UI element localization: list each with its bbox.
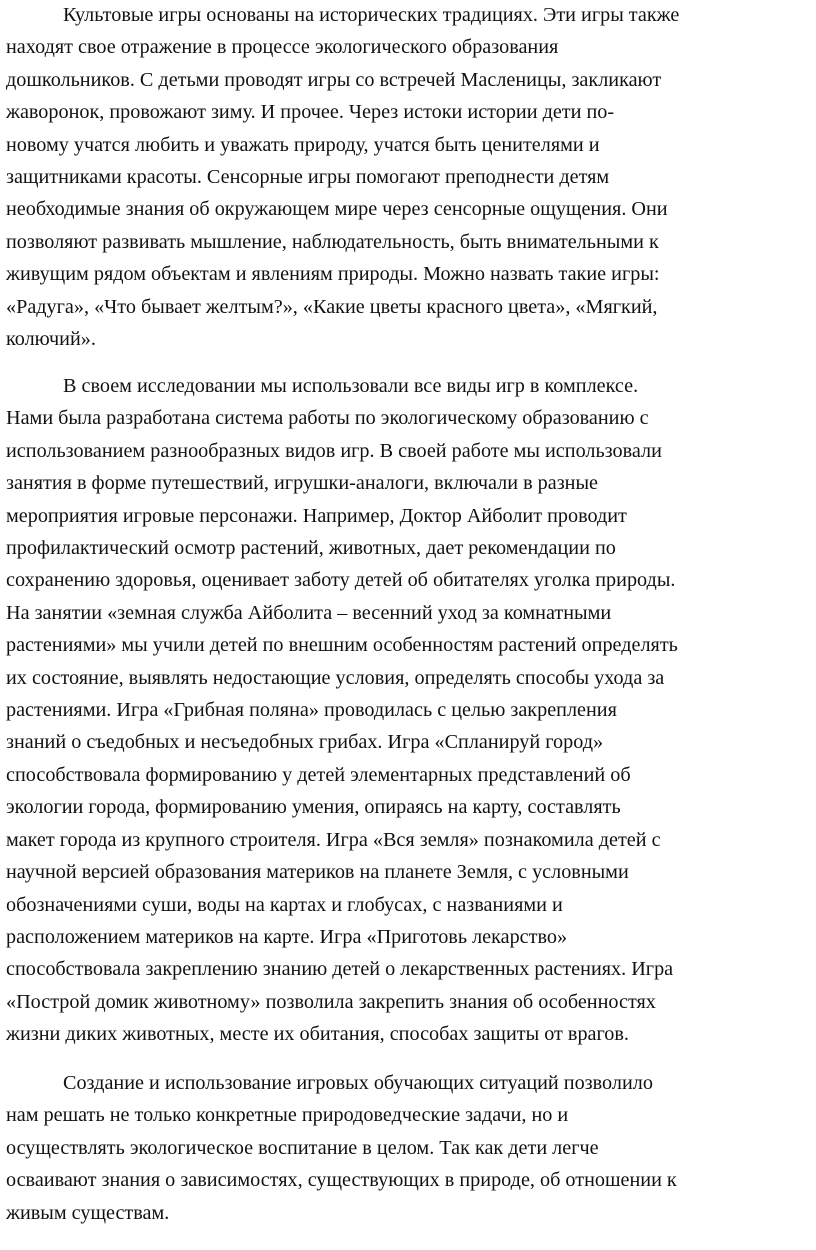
text-line: сохранению здоровья, оценивает заботу детей об обитателях уголка природы. [6,569,676,592]
text-line: «Построй домик животному» позволила закрепить знания об особенностях [6,990,656,1013]
text-line: способствовала закреплению знанию детей о лекарственных растениях. Игра [6,958,674,981]
text-line: их состояние, выявлять недостающие условия, определять способы ухода за [6,666,665,689]
text-line: дошкольников. С детьми проводят игры со встречей Масленицы, закликают [6,68,662,91]
text-line: защитниками красоты. Сенсорные игры помогают преподнести детям [6,166,610,189]
text-line: «Радуга», «Что бывает желтым?», «Какие цветы красного цвета», «Мягкий, [6,295,658,318]
paragraph-cult-games [6,0,679,355]
text-line: Культовые игры основаны на исторических традициях. Эти игры также [63,4,680,26]
text-line: жаворонок, провожают зиму. И прочее. Через истоки истории дети по- [6,101,615,124]
text-line: новому учатся любить и уважать природу, учатся быть ценителями и [6,133,600,156]
text-line: необходимые знания об окружающем мире через сенсорные ощущения. Они [6,198,668,221]
text-line: живущим рядом объектам и явлениям природы. Можно назвать такие игры: [6,263,660,286]
text-line: мероприятия игровые персонажи. Например, Доктор Айболит проводит [6,504,627,527]
text-line: расположением материков на карте. Игра «Приготовь лекарство» [6,925,568,948]
text-line: Нами была разработана система работы по экологическому образованию с [6,407,649,430]
text-line: находят свое отражение в процессе экологического образования [6,36,559,59]
text-line: растениями» мы учили детей по внешним особенностям растений определять [6,634,678,657]
text-line: макет города из крупного строителя. Игра «Вся земля» познакомила детей с [6,828,661,851]
paragraph-research [6,370,678,1051]
paragraph-game-situations [6,1067,677,1229]
text-line: Создание и использование игровых обучающих ситуаций позволило [63,1072,653,1094]
text-line: На занятии «земная служба Айболита – весенний уход за комнатными [6,601,612,624]
text-line: профилактический осмотр растений, животных, дает рекомендации по [6,537,616,560]
text-line: позволяют развивать мышление, наблюдательность, быть внимательными к [6,230,659,253]
text-line: жизни диких животных, месте их обитания, способах защиты от врагов. [6,1023,629,1046]
text-line: нам решать не только конкретные природоведческие задачи, но и [6,1104,569,1127]
text-line: научной версией образования материков на планете Земля, с условными [6,861,629,884]
text-line: растениями. Игра «Грибная поляна» проводилась с целью закрепления [6,699,617,722]
text-line: способствовала формированию у детей элементарных представлений об [6,763,631,786]
text-line: обозначениями суши, воды на картах и глобусах, с названиями и [6,893,563,916]
text-line: В своем исследовании мы использовали все виды игр в комплексе. [63,375,639,397]
text-line: знаний о съедобных и несъедобных грибах. Игра «Спланируй город» [6,731,604,754]
text-line: использованием разнообразных видов игр. В своей работе мы использовали [6,439,662,462]
text-line: осуществлять экологическое воспитание в целом. Так как дети легче [6,1136,599,1159]
text-line: осваивают знания о зависимостях, существующих в природе, об отношении к [6,1169,677,1192]
text-line: занятия в форме путешествий, игрушки-аналоги, включали в разные [6,472,599,495]
text-line: живым существам. [6,1201,170,1224]
text-line: колючий». [6,328,96,351]
text-line: экологии города, формированию умения, опираясь на карту, составлять [6,796,621,819]
